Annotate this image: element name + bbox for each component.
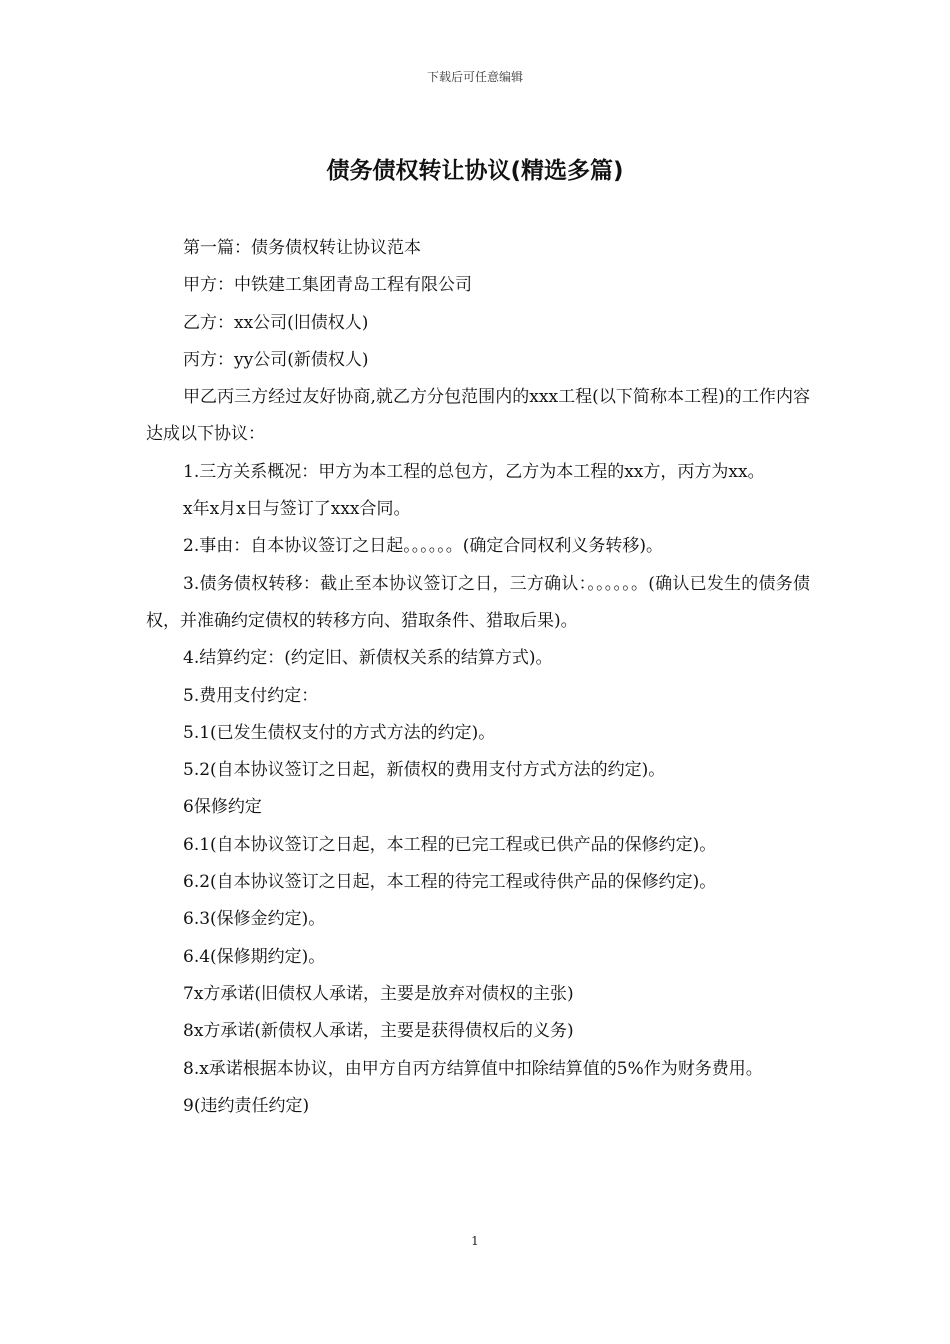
document-body — [146, 230, 810, 1125]
paragraph: 6.2(自本协议签订之日起，本工程的待完工程或待供产品的保修约定)。 — [183, 872, 717, 893]
paragraph: 4.结算约定：(约定旧、新债权关系的结算方式)。 — [183, 648, 553, 669]
paragraph: 2.事由：自本协议签订之日起。。。。。。(确定合同权利义务转移)。 — [183, 536, 663, 557]
paragraph: 8x方承诺(新债权人承诺，主要是获得债权后的义务) — [183, 1021, 574, 1042]
paragraph: 6保修约定 — [183, 797, 262, 818]
paragraph: 9(违约责任约定) — [183, 1095, 310, 1116]
paragraph: 乙方：xx公司(旧债权人) — [183, 312, 369, 333]
paragraph: 6.4(保修期约定)。 — [183, 946, 326, 967]
paragraph: 丙方：yy公司(新债权人) — [183, 349, 369, 370]
paragraph: 甲乙丙三方经过友好协商,就乙方分包范围内的xxx工程(以下简称本工程)的工作内容达成以下协议： — [146, 387, 810, 445]
paragraph: 甲方：中铁建工集团青岛工程有限公司 — [183, 275, 472, 296]
paragraph: 6.3(保修金约定)。 — [183, 909, 326, 930]
paragraph: 6.1(自本协议签订之日起，本工程的已完工程或已供产品的保修约定)。 — [183, 834, 717, 855]
paragraph: x年x月x日与签订了xxx合同。 — [183, 499, 411, 520]
paragraph: 5.2(自本协议签订之日起，新债权的费用支付方式方法的约定)。 — [183, 760, 666, 781]
paragraph: 3.债务债权转移：截止至本协议签订之日，三方确认：。。。。。。(确认已发生的债务债权，并准确约定债权的转移方向、猎取条件、猎取后果)。 — [146, 573, 810, 631]
paragraph: 7x方承诺(旧债权人承诺，主要是放弃对债权的主张) — [183, 983, 574, 1004]
paragraph: 5.1(已发生债权支付的方式方法的约定)。 — [183, 722, 496, 743]
page-number: 1 — [471, 1234, 479, 1248]
document-title: 债务债权转让协议(精选多篇) — [326, 158, 624, 184]
paragraph: 8.x承诺根据本协议，由甲方自丙方结算值中扣除结算值的5%作为财务费用。 — [183, 1058, 763, 1079]
paragraph: 第一篇：债务债权转让协议范本 — [183, 238, 421, 258]
paragraph: 1.三方关系概况：甲方为本工程的总包方，乙方为本工程的xx方，丙方为xx。 — [183, 461, 765, 482]
paragraph: 5.费用支付约定： — [183, 685, 319, 706]
header-note: 下载后可任意编辑 — [426, 70, 523, 84]
